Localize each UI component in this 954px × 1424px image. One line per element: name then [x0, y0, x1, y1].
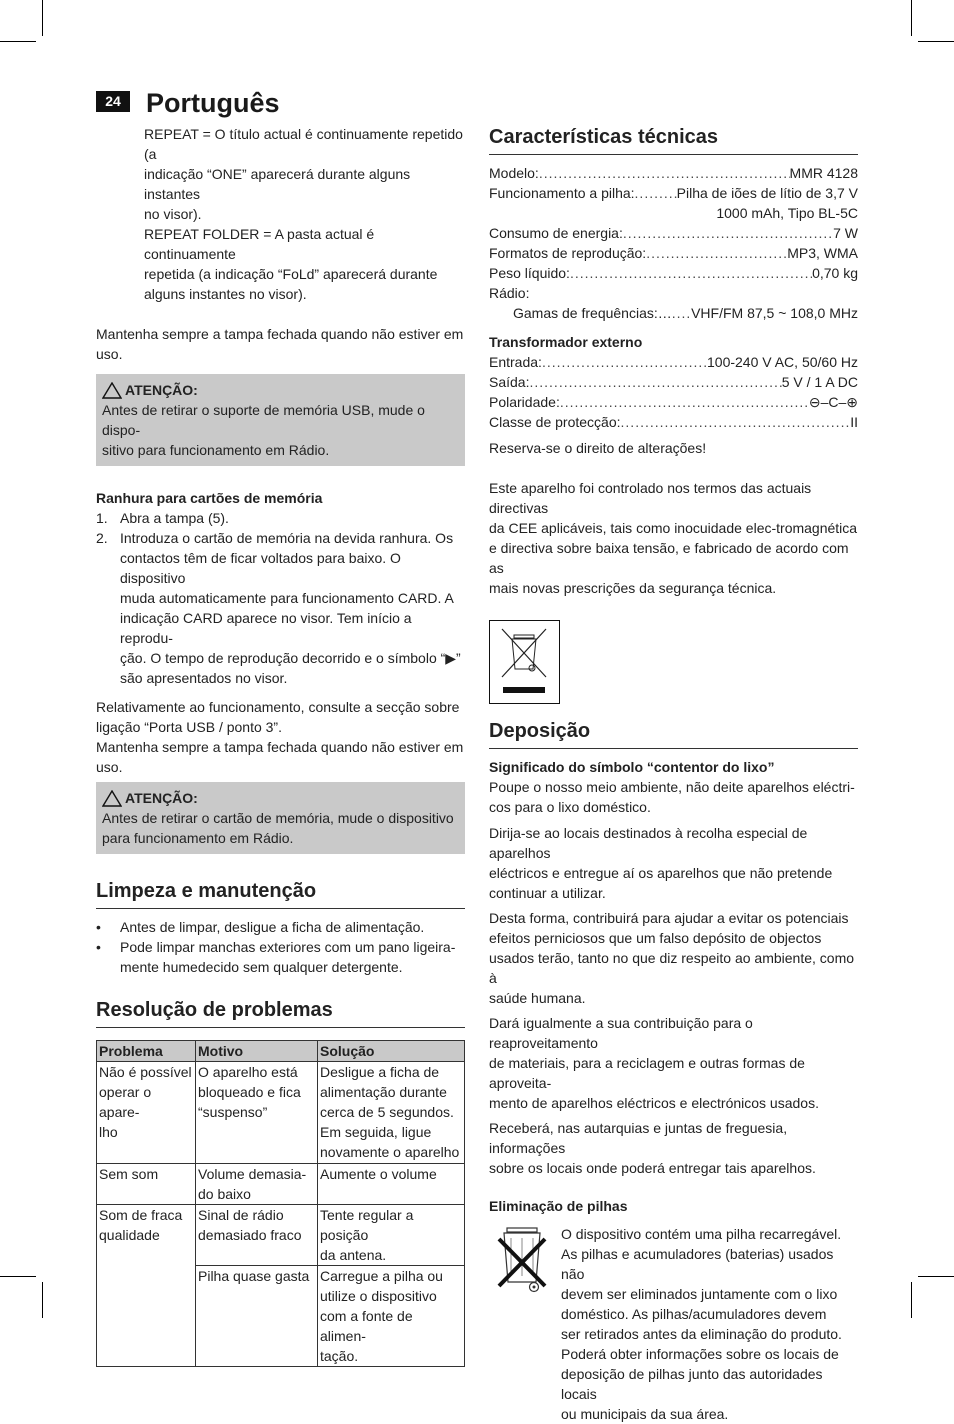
text-line: “suspenso” [198, 1104, 268, 1120]
text-line: Poderá obter informações sobre os locais de [561, 1346, 839, 1362]
spec-row [489, 412, 858, 432]
spec-value: 100-240 V AC, 50/60 Hz [707, 354, 858, 370]
text-line: sobre os locais onde poderá entregar tais aparelhos. [489, 1160, 816, 1176]
column-header: Motivo [196, 1041, 318, 1062]
spec-row [489, 303, 858, 323]
compliance-paragraph [489, 478, 858, 598]
crop-mark [0, 41, 36, 42]
text-line: Carregue a pilha ou [320, 1268, 443, 1284]
step-number: 2. [96, 530, 108, 546]
text-line: alguns instantes no visor). [144, 286, 307, 302]
table-row [97, 1205, 465, 1266]
reserve-note: Reserva-se o direito de alterações! [489, 440, 707, 456]
spec-value: ⊖–C–⊕ [808, 394, 858, 410]
text-line: da CEE aplicáveis, tais como inocuidade elec-tromagnética [489, 520, 858, 536]
spec-row [489, 392, 858, 412]
spec-row [489, 372, 858, 392]
text-line: O aparelho está [198, 1064, 298, 1080]
text-line: doméstico. As pilhas/acumuladores devem [561, 1306, 827, 1322]
spec-row [489, 263, 858, 283]
paragraph [489, 908, 858, 1008]
leader-dots [635, 183, 677, 203]
text-line: Sem som [99, 1166, 159, 1182]
leader-dots [539, 163, 790, 183]
text-line: qualidade [99, 1227, 160, 1243]
spec-list [489, 163, 858, 323]
crossed-bin-icon [490, 621, 558, 702]
text-line: uso. [96, 759, 123, 775]
problem-cell [97, 1062, 196, 1164]
list-item [96, 937, 465, 977]
leader-dots [621, 412, 851, 432]
leader-dots [529, 372, 781, 392]
paragraph [96, 697, 465, 777]
paragraph [489, 1118, 858, 1178]
paragraph [489, 1013, 858, 1113]
list-item [96, 528, 465, 688]
text-line: Desta forma, contribuirá para ajudar a evitar os potenciais [489, 910, 849, 926]
text-line: Este aparelho foi controlado nos termos das actuais directivas [489, 480, 812, 516]
leader-dots [646, 243, 787, 263]
spec-value: VHF/FM 87,5 ~ 108,0 MHz [691, 305, 858, 321]
text-line: de materiais, para a reciclagem e outras formas de aproveita- [489, 1055, 805, 1091]
spec-label: Consumo de energia: [489, 225, 623, 241]
weee-symbol [489, 620, 560, 704]
text-line: Pilha quase gasta [198, 1268, 310, 1284]
text-line: ou municipais da sua área. [561, 1406, 729, 1422]
table-row [97, 1164, 465, 1205]
text-line: são apresentados no visor. [120, 670, 288, 686]
crop-mark [911, 1282, 912, 1318]
crop-mark [918, 1276, 954, 1277]
leader-dots [570, 263, 812, 283]
spec-value: 7 W [833, 225, 858, 241]
spec-row [489, 163, 858, 183]
column-header: Solução [318, 1041, 465, 1062]
page-title: Português [146, 88, 280, 118]
spec-value: 0,70 kg [812, 265, 858, 281]
crop-mark [0, 1276, 36, 1277]
spec-row [489, 223, 858, 243]
text-line: ser retirados antes da eliminação do produto. [561, 1326, 842, 1342]
warning-box [96, 374, 465, 466]
text-line: Não é possível [99, 1064, 192, 1080]
list-item [96, 508, 465, 528]
text-line: novamente o aparelho [320, 1144, 460, 1160]
battery-disposal-text [561, 1224, 858, 1424]
repeat-description [96, 124, 465, 304]
leader-dots [672, 303, 691, 323]
card-steps [96, 508, 465, 688]
reason-cell [196, 1266, 318, 1367]
spec-value: 5 V / 1 A DC [781, 374, 858, 390]
spec-row [489, 243, 858, 263]
section-heading-troubleshooting: Resolução de problemas [96, 997, 465, 1028]
bullet: • [96, 919, 101, 935]
step-number: 1. [96, 510, 108, 526]
text-line: As pilhas e acumuladores (baterias) usados não [561, 1246, 834, 1282]
text-line: Pode limpar manchas exteriores com um pano ligeira- [120, 939, 456, 955]
crop-mark [911, 0, 912, 36]
spec-label: Rádio: [489, 285, 530, 301]
text-line: Tente regular a posição [320, 1207, 414, 1243]
text-line: devem ser eliminados juntamente com o lixo [561, 1286, 838, 1302]
spec-label: Entrada: [489, 354, 542, 370]
text-line: Receberá, nas autarquias e juntas de freguesia, informações [489, 1120, 788, 1156]
text-line: ção. O tempo de reprodução decorrido e o símbolo “▶” [120, 650, 461, 666]
problem-cell [97, 1164, 196, 1205]
section-subheading: Significado do símbolo “contentor do lixo” [489, 759, 775, 775]
solution-cell [318, 1164, 465, 1205]
warning-heading [102, 788, 459, 808]
left-column [96, 124, 465, 1367]
crop-mark [42, 1282, 43, 1318]
text-line: contactos têm de ficar voltados para baixo. O dispositivo [120, 550, 401, 586]
text-line: Antes de retirar o suporte de memória USB, mude o dispo- [102, 402, 425, 438]
paragraph [489, 823, 858, 903]
text-line: Abra a tampa (5). [120, 510, 229, 526]
spec-label: Classe de protecção: [489, 414, 621, 430]
text-line: Som de fraca [99, 1207, 183, 1223]
text-line: saúde humana. [489, 990, 586, 1006]
text-line: continuar a utilizar. [489, 885, 606, 901]
bullet: • [96, 939, 101, 955]
warning-heading [102, 380, 459, 400]
spec-label: Modelo: [489, 165, 539, 181]
text-line: bloqueado e fica [198, 1084, 301, 1100]
text-line: Dará igualmente a sua contribuição para o reaproveitamento [489, 1015, 753, 1051]
text-line: mente humedecido sem qualquer detergente. [120, 959, 403, 975]
solution-cell [318, 1062, 465, 1164]
text-line: uso. [96, 346, 123, 362]
text-line: indicação “ONE” aparecerá durante alguns instantes [144, 166, 411, 202]
crop-mark [918, 41, 954, 42]
warning-title: ATENÇÃO: [125, 382, 198, 398]
text-line: Relativamente ao funcionamento, consulte a secção sobre [96, 699, 460, 715]
text-line: no visor). [144, 206, 202, 222]
right-column [489, 124, 858, 1424]
text-line: alimentação durante [320, 1084, 447, 1100]
spec-row [489, 352, 858, 372]
reason-cell [196, 1164, 318, 1205]
spec-value-continued: 1000 mAh, Tipo BL-5C [716, 205, 858, 221]
text-line: com a fonte de alimen- [320, 1308, 413, 1344]
text-line: Antes de limpar, desligue a ficha de alimentação. [120, 919, 425, 935]
reason-cell [196, 1205, 318, 1266]
text-line: tação. [320, 1348, 359, 1364]
spec-label: Saída: [489, 374, 530, 390]
text-line: da antena. [320, 1247, 387, 1263]
column-header: Problema [97, 1041, 196, 1062]
warning-triangle-icon [102, 382, 122, 399]
page-number: 24 [96, 91, 130, 112]
spec-value: MMR 4128 [789, 165, 858, 181]
text-line: REPEAT = O título actual é continuamente repetido (a [144, 126, 463, 162]
spec-row [489, 183, 858, 203]
text-line: e directiva sobre baixa tensão, e fabricado de acordo com as [489, 540, 849, 576]
text-line: ligação “Porta USB / ponto 3”. [96, 719, 282, 735]
text-line: Em seguida, ligue [320, 1124, 432, 1140]
spec-label: Gamas de frequências:… [513, 305, 672, 321]
spec-value: II [850, 414, 858, 430]
warning-title: ATENÇÃO: [125, 790, 198, 806]
warning-box [96, 782, 465, 854]
solution-cell [318, 1205, 465, 1266]
section-heading-disposal: Deposição [489, 718, 858, 749]
section-subheading: Ranhura para cartões de memória [96, 490, 323, 506]
text-line: mais novas prescrições da segurança técnica. [489, 580, 777, 596]
spec-label: Funcionamento a pilha: [489, 185, 635, 201]
text-line: Dirija-se ao locais destinados à recolha especial de aparelhos [489, 825, 808, 861]
solution-cell [318, 1266, 465, 1367]
spec-label: Peso líquido: [489, 265, 570, 281]
text-line: para funcionamento em Rádio. [102, 830, 294, 846]
paragraph [489, 777, 858, 817]
table-header-row [97, 1041, 465, 1062]
text-line: Mantenha sempre a tampa fechada quando não estiver em [96, 739, 464, 755]
list-item [96, 917, 465, 937]
text-line: usados terão, tanto no que diz respeito ao ambiente, como à [489, 950, 855, 986]
cleaning-list [96, 917, 465, 977]
table-row [97, 1062, 465, 1164]
text-line: Volume demasia- [198, 1166, 307, 1182]
text-line: eléctricos e entregue aí os aparelhos que não pretende [489, 865, 833, 881]
crop-mark [42, 0, 43, 36]
text-line: Introduza o cartão de memória na devida ranhura. Os [120, 530, 454, 546]
text-line: utilize o dispositivo [320, 1288, 437, 1304]
section-heading-specs: Características técnicas [489, 124, 858, 155]
text-line: cos para o lixo doméstico. [489, 799, 651, 815]
text-line: sitivo para funcionamento em Rádio. [102, 442, 330, 458]
text-line: repetida (a indicação “FoLd” aparecerá durante [144, 266, 438, 282]
text-line: Sinal de rádio [198, 1207, 284, 1223]
text-line: Desligue a ficha de [320, 1064, 440, 1080]
text-line: mento de aparelhos eléctricos e electrónicos usados. [489, 1095, 819, 1111]
text-line: cerca de 5 segundos. [320, 1104, 454, 1120]
warning-triangle-icon [102, 790, 122, 807]
battery-disposal [489, 1224, 858, 1424]
text-line: deposição de pilhas junto das autoridades locais [561, 1366, 823, 1402]
text-line: Antes de retirar o cartão de memória, mude o dispositivo [102, 810, 454, 826]
text-line: Poupe o nosso meio ambiente, não deite aparelhos eléctri- [489, 779, 855, 795]
text-line: efeitos perniciosos que um falso depósito de objectos [489, 930, 822, 946]
paragraph [96, 324, 465, 364]
text-line: muda automaticamente para funcionamento CARD. A [120, 590, 454, 606]
text-line: do baixo [198, 1186, 251, 1202]
section-subheading: Transformador externo [489, 334, 643, 350]
text-line: REPEAT FOLDER = A pasta actual é continuamente [144, 226, 375, 262]
text-line: Aumente o volume [320, 1166, 437, 1182]
text-line: operar o apare- [99, 1084, 152, 1120]
spec-value: Pilha de iões de lítio de 3,7 V [676, 185, 858, 201]
text-line: O dispositivo contém uma pilha recarregável. [561, 1226, 842, 1242]
spec-label: Formatos de reprodução: [489, 245, 647, 261]
section-heading-cleaning: Limpeza e manutenção [96, 878, 465, 909]
spec-value: MP3, WMA [787, 245, 858, 261]
text-line: Mantenha sempre a tampa fechada quando não estiver em [96, 326, 464, 342]
problem-cell [97, 1205, 196, 1367]
section-subheading: Eliminação de pilhas [489, 1198, 628, 1214]
reason-cell [196, 1062, 318, 1164]
text-line: indicação CARD aparece no visor. Tem início a reprodu- [120, 610, 412, 646]
leader-dots [560, 392, 809, 412]
leader-dots [623, 223, 833, 243]
leader-dots [542, 352, 707, 372]
text-line: lho [99, 1124, 118, 1140]
spec-label: Polaridade: [489, 394, 560, 410]
crossed-bin-icon [489, 1224, 561, 1296]
text-line: demasiado fraco [198, 1227, 302, 1243]
